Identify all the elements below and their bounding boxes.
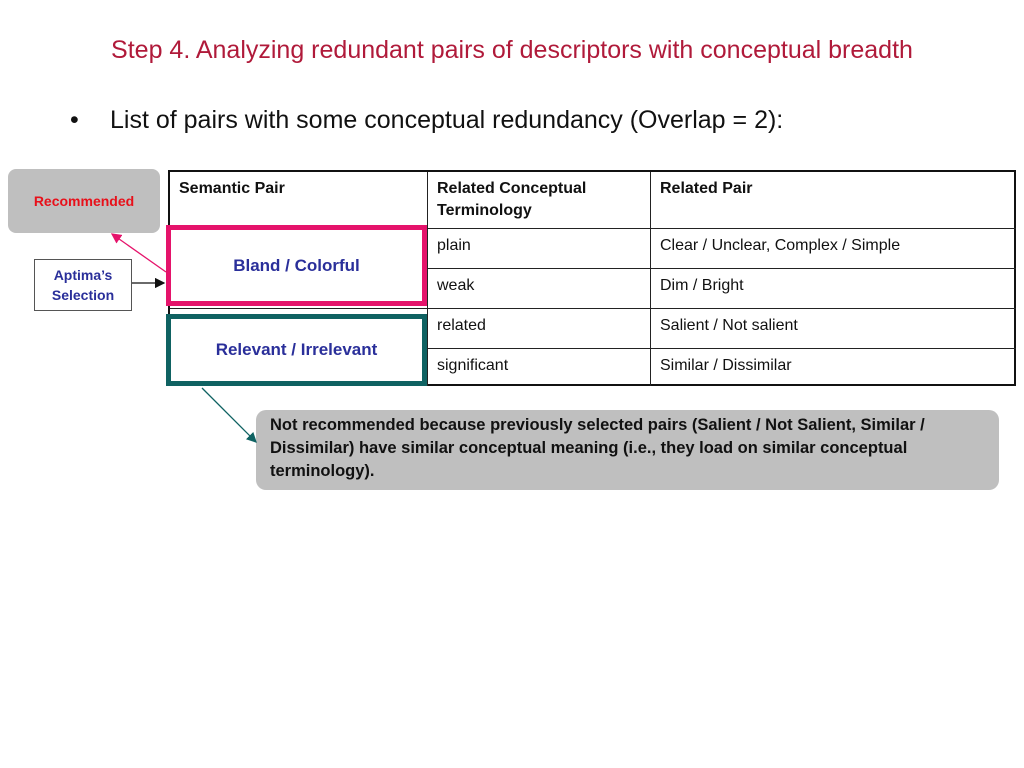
terminology-cell: plain	[428, 229, 651, 269]
bullet-text: List of pairs with some conceptual redundancy (Overlap = 2):	[110, 106, 784, 134]
arrow-to-note	[202, 388, 256, 442]
header-semantic-pair: Semantic Pair	[170, 172, 428, 229]
terminology-cell: significant	[428, 349, 651, 386]
arrow-to-recommended	[112, 234, 166, 272]
terminology-cell: weak	[428, 269, 651, 309]
related-pair-cell: Similar / Dissimilar	[660, 357, 792, 374]
header-related-pair: Related Pair	[651, 172, 1016, 229]
recommended-callout: Recommended	[8, 169, 160, 233]
not-recommended-callout: Not recommended because previously selected pairs (Salient / Not Salient, Similar / Dissimilar) have similar conceptual meaning (i.e., they load on similar conceptual terminology).	[256, 410, 999, 490]
aptima-selection-callout: Aptima’s Selection	[34, 259, 132, 311]
pair-relevant-irrelevant: Relevant / Irrelevant	[166, 314, 427, 386]
bullet-dot: •	[70, 106, 79, 134]
slide-title: Step 4. Analyzing redundant pairs of descriptors with conceptual breadth	[111, 36, 913, 64]
related-pair-cell: Clear / Unclear, Complex / Simple	[651, 229, 1016, 269]
pair-bland-colorful: Bland / Colorful	[166, 225, 427, 306]
related-pair-cell: Dim / Bright	[651, 269, 1016, 309]
related-pair-cell: Salient / Not salient	[651, 309, 1016, 349]
header-related-terminology: Related Conceptual Terminology	[428, 172, 651, 229]
terminology-cell: related	[428, 309, 651, 349]
